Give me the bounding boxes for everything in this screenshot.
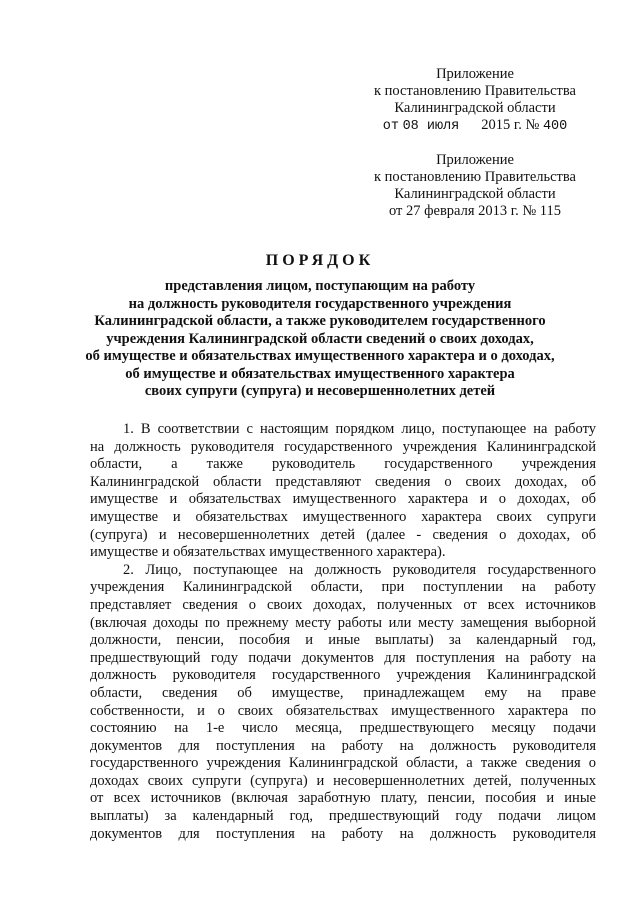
stamp-date-line: от 27 февраля 2013 г. № 115: [388, 203, 562, 219]
text-line: имуществе и обязательствах имущественного характера и о доходах, об: [90, 491, 596, 508]
text-line: состоянию на 1-е число месяца, предшествующего месяцу подачи: [90, 720, 596, 737]
appendix-stamp-original: [360, 152, 590, 220]
text-line: от всех источников (включая заработную плату, пенсии, пособия и иные: [90, 790, 596, 807]
stamp-date-day-month: 08 июля: [402, 119, 460, 134]
document-body: [90, 421, 596, 843]
text-line: области, сведения об имуществе, принадлежащем ему на праве: [90, 684, 596, 701]
stamp-appendix-label: Приложение: [436, 66, 514, 82]
stamp-region-line: Калининградской области: [394, 100, 556, 116]
text-line: предшествующий году подачи документов для поступления на работу на: [90, 649, 596, 666]
text-line: 2. Лицо, поступающее на должность руководителя государственного: [123, 561, 596, 578]
stamp-date-prefix: от: [382, 119, 399, 134]
subtitle-line: об имуществе и обязательствах имущественного характера: [125, 365, 515, 382]
subtitle-line: об имуществе и обязательствах имущественного характера и о доходах,: [85, 348, 555, 364]
text-line: (включая доходы по прежнему месту работы или месту замещения выборной: [90, 614, 596, 631]
text-line: должность руководителя государственного учреждения Калининградской: [90, 667, 596, 684]
text-line: (супруга) и несовершеннолетних детей (далее - сведения о доходах, об: [90, 526, 596, 543]
text-line: имуществе и обязательствах имущественного характера).: [90, 544, 446, 561]
text-line: доходах своих супруги (супруга) и несовершеннолетних детей, полученных: [90, 772, 596, 789]
text-line: документов для поступления на работу на должность руководителя: [90, 825, 596, 842]
appendix-stamp-current: [360, 66, 590, 135]
stamp-date-year: 2015 г. №: [481, 117, 540, 133]
text-line: имуществе и обязательствах имущественного характера своих супруги: [90, 508, 596, 525]
stamp-resolution-line: к постановлению Правительства: [374, 83, 576, 99]
text-line: на должность руководителя государственного учреждения Калининградской: [90, 438, 596, 455]
text-line: Калининградской области представляют сведения о своих доходах, об: [90, 473, 596, 490]
text-line: 1. В соответствии с настоящим порядком лицо, поступающее на работу: [123, 421, 596, 437]
subtitle-line: своих супруги (супруга) и несовершеннолетних детей: [144, 383, 496, 399]
text-line: учреждения Калининградской области, при поступлении на работу: [90, 579, 596, 596]
stamp-number: 400: [542, 119, 568, 134]
text-line: государственного учреждения Калининградской области, а также сведения о: [90, 755, 596, 772]
subtitle-line: на должность руководителя государственного учреждения: [128, 295, 512, 312]
text-line: представляет сведения о своих доходах, полученных от всех источников: [90, 596, 596, 613]
text-line: области, а также руководитель государственного учреждения: [90, 456, 596, 473]
text-line: собственности, и о своих обязательствах имущественного характера по: [90, 702, 596, 719]
stamp-resolution-line: к постановлению Правительства: [374, 169, 576, 185]
paragraph-1: [90, 421, 596, 562]
text-line: документов для поступления на работу на должность руководителя: [90, 737, 596, 754]
document-subtitle: [60, 278, 580, 401]
subtitle-line: Калининградской области, а также руководителем государственного: [94, 313, 546, 329]
text-line: выплаты) за календарный год, предшествующий году подачи лицом: [90, 808, 596, 825]
subtitle-line: учреждения Калининградской области сведений о своих доходах,: [106, 330, 534, 347]
stamp-region-line: Калининградской области: [394, 186, 556, 202]
stamp-appendix-label: Приложение: [436, 152, 514, 168]
document-title: ПОРЯДОК: [265, 252, 375, 269]
text-line: должности, пенсии, пособия и иные выплаты) за календарный год,: [90, 632, 596, 649]
paragraph-2: [90, 562, 596, 844]
stamp-date-line: [360, 117, 590, 135]
subtitle-line: представления лицом, поступающим на работу: [164, 278, 476, 294]
